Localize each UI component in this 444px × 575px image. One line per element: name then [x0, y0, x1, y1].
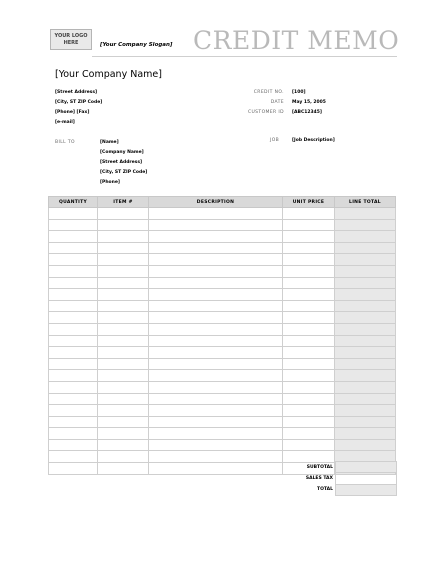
line-total-cell[interactable] [335, 393, 396, 405]
table-row [49, 289, 396, 301]
quantity-cell[interactable] [49, 289, 98, 301]
table-row [49, 439, 396, 451]
description-cell[interactable] [149, 439, 283, 451]
line-total-cell[interactable] [335, 277, 396, 289]
unit-price-cell[interactable] [283, 439, 335, 451]
item-number-cell[interactable] [98, 428, 149, 440]
unit-price-cell[interactable] [283, 347, 335, 359]
description-cell[interactable] [149, 323, 283, 335]
description-cell[interactable] [149, 265, 283, 277]
description-cell[interactable] [149, 381, 283, 393]
document-title: CREDIT MEMO [193, 26, 400, 55]
item-number-cell[interactable] [98, 312, 149, 324]
company-phone-fax: [Phone] [Fax] [55, 110, 90, 115]
description-cell[interactable] [149, 347, 283, 359]
unit-price-cell[interactable] [283, 323, 335, 335]
item-number-cell[interactable] [98, 335, 149, 347]
line-total-cell[interactable] [335, 300, 396, 312]
quantity-cell[interactable] [49, 370, 98, 382]
line-total-cell[interactable] [335, 405, 396, 417]
table-row [49, 323, 396, 335]
quantity-cell[interactable] [49, 347, 98, 359]
quantity-cell[interactable] [49, 323, 98, 335]
unit-price-cell[interactable] [283, 300, 335, 312]
item-number-cell[interactable] [98, 208, 149, 220]
item-number-cell[interactable] [98, 358, 149, 370]
sales-tax-label: SALES TAX [305, 476, 333, 482]
table-row [49, 231, 396, 243]
line-total-cell[interactable] [335, 208, 396, 220]
total-label: TOTAL [317, 487, 333, 493]
unit-price-cell[interactable] [283, 428, 335, 440]
quantity-cell[interactable] [49, 358, 98, 370]
quantity-cell[interactable] [49, 208, 98, 220]
item-number-cell[interactable] [98, 300, 149, 312]
date-value[interactable]: May 15, 2005 [292, 100, 326, 105]
unit-price-cell[interactable] [283, 335, 335, 347]
item-number-cell[interactable] [98, 370, 149, 382]
line-total-cell[interactable] [335, 231, 396, 243]
description-cell[interactable] [149, 231, 283, 243]
company-email: [e-mail] [55, 120, 75, 125]
total-value-cell[interactable] [336, 484, 397, 495]
customer-id-label: CUSTOMER ID [247, 110, 284, 115]
unit-price-cell[interactable] [283, 312, 335, 324]
quantity-cell[interactable] [49, 242, 98, 254]
item-number-cell[interactable] [98, 416, 149, 428]
item-number-cell[interactable] [98, 451, 149, 463]
company-logo-placeholder: YOUR LOGO HERE [50, 29, 92, 50]
unit-price-cell[interactable] [283, 289, 335, 301]
bill-to-phone[interactable]: [Phone] [100, 180, 120, 185]
unit-price-cell[interactable] [283, 277, 335, 289]
subtotal-row [282, 462, 397, 473]
quantity-cell[interactable] [49, 335, 98, 347]
description-cell[interactable] [149, 451, 283, 463]
column-header-quantity: QUANTITY [49, 197, 98, 208]
summary-table [282, 461, 397, 496]
line-total-cell[interactable] [335, 439, 396, 451]
quantity-cell[interactable] [49, 265, 98, 277]
table-row [49, 428, 396, 440]
meta-values [292, 88, 326, 118]
column-header-unit-price: UNIT PRICE [283, 197, 335, 208]
line-total-cell[interactable] [335, 289, 396, 301]
line-total-cell[interactable] [335, 242, 396, 254]
quantity-cell[interactable] [49, 428, 98, 440]
bill-to-street[interactable]: [Street Address] [100, 160, 143, 165]
column-header-item-number: ITEM # [98, 197, 149, 208]
quantity-cell[interactable] [49, 463, 98, 475]
meta-labels [222, 88, 284, 118]
table-row [49, 300, 396, 312]
line-total-cell[interactable] [335, 335, 396, 347]
description-cell[interactable] [149, 416, 283, 428]
line-total-cell[interactable] [335, 416, 396, 428]
quantity-cell[interactable] [49, 312, 98, 324]
item-number-cell[interactable] [98, 347, 149, 359]
credit-no-label: CREDIT NO. [253, 90, 284, 95]
description-cell[interactable] [149, 428, 283, 440]
bill-to-label: BILL TO [55, 140, 75, 145]
quantity-cell[interactable] [49, 405, 98, 417]
line-total-cell[interactable] [335, 428, 396, 440]
company-address-block [55, 88, 102, 128]
quantity-cell[interactable] [49, 300, 98, 312]
table-row [49, 405, 396, 417]
line-total-cell[interactable] [335, 358, 396, 370]
description-cell[interactable] [149, 463, 283, 475]
unit-price-cell[interactable] [283, 254, 335, 266]
table-row [49, 219, 396, 231]
date-label: DATE [270, 100, 284, 105]
quantity-cell[interactable] [49, 416, 98, 428]
item-number-cell[interactable] [98, 463, 149, 475]
description-cell[interactable] [149, 219, 283, 231]
unit-price-cell[interactable] [283, 381, 335, 393]
description-cell[interactable] [149, 277, 283, 289]
job-value[interactable]: [Job Description] [292, 138, 335, 143]
table-row [49, 254, 396, 266]
table-row [49, 242, 396, 254]
column-header-line-total: LINE TOTAL [335, 197, 396, 208]
table-row [49, 312, 396, 324]
table-row [49, 208, 396, 220]
item-number-cell[interactable] [98, 439, 149, 451]
company-slogan: [Your Company Slogan] [100, 42, 173, 48]
bill-to-block [100, 138, 147, 188]
quantity-cell[interactable] [49, 231, 98, 243]
table-row [49, 393, 396, 405]
unit-price-cell[interactable] [283, 393, 335, 405]
header-divider [92, 56, 397, 57]
line-items-table [48, 196, 396, 475]
total-row [282, 484, 397, 495]
unit-price-cell[interactable] [283, 219, 335, 231]
sales-tax-row [282, 473, 397, 484]
quantity-cell[interactable] [49, 451, 98, 463]
quantity-cell[interactable] [49, 381, 98, 393]
item-number-cell[interactable] [98, 381, 149, 393]
unit-price-cell[interactable] [283, 405, 335, 417]
table-row [49, 381, 396, 393]
description-cell[interactable] [149, 208, 283, 220]
job-label: JOB [270, 138, 280, 143]
company-street: [Street Address] [55, 90, 98, 95]
quantity-cell[interactable] [49, 393, 98, 405]
unit-price-cell[interactable] [283, 242, 335, 254]
table-row [49, 416, 396, 428]
table-body [49, 208, 396, 475]
bill-to-city[interactable]: [City, ST ZIP Code] [100, 170, 148, 175]
quantity-cell[interactable] [49, 277, 98, 289]
item-number-cell[interactable] [98, 231, 149, 243]
unit-price-cell[interactable] [283, 416, 335, 428]
table-row [49, 265, 396, 277]
quantity-cell[interactable] [49, 254, 98, 266]
quantity-cell[interactable] [49, 439, 98, 451]
description-cell[interactable] [149, 335, 283, 347]
bill-to-name[interactable]: [Name] [100, 140, 119, 145]
description-cell[interactable] [149, 289, 283, 301]
table-row [49, 335, 396, 347]
line-total-cell[interactable] [335, 219, 396, 231]
unit-price-cell[interactable] [283, 231, 335, 243]
item-number-cell[interactable] [98, 219, 149, 231]
item-number-cell[interactable] [98, 242, 149, 254]
item-number-cell[interactable] [98, 277, 149, 289]
sales-tax-value-cell[interactable] [336, 473, 397, 484]
description-cell[interactable] [149, 300, 283, 312]
item-number-cell[interactable] [98, 393, 149, 405]
description-cell[interactable] [149, 242, 283, 254]
column-header-description: DESCRIPTION [149, 197, 283, 208]
subtotal-value-cell[interactable] [336, 462, 397, 473]
customer-id-value[interactable]: [ABC12345] [292, 110, 322, 115]
table-row [49, 277, 396, 289]
line-total-cell[interactable] [335, 323, 396, 335]
unit-price-cell[interactable] [283, 208, 335, 220]
line-total-cell[interactable] [335, 312, 396, 324]
table-header-row [49, 197, 396, 208]
description-cell[interactable] [149, 254, 283, 266]
unit-price-cell[interactable] [283, 265, 335, 277]
description-cell[interactable] [149, 370, 283, 382]
description-cell[interactable] [149, 358, 283, 370]
line-total-cell[interactable] [335, 381, 396, 393]
line-total-cell[interactable] [335, 370, 396, 382]
line-total-cell[interactable] [335, 265, 396, 277]
description-cell[interactable] [149, 393, 283, 405]
line-total-cell[interactable] [335, 254, 396, 266]
table-row [49, 358, 396, 370]
bill-to-company[interactable]: [Company Name] [100, 150, 144, 155]
item-number-cell[interactable] [98, 254, 149, 266]
credit-no-value[interactable]: [100] [292, 90, 306, 95]
company-city: [City, ST ZIP Code] [55, 100, 103, 105]
subtotal-label: SUBTOTAL [306, 464, 333, 470]
company-name: [Your Company Name] [55, 69, 162, 80]
item-number-cell[interactable] [98, 265, 149, 277]
item-number-cell[interactable] [98, 405, 149, 417]
unit-price-cell[interactable] [283, 358, 335, 370]
table-row [49, 370, 396, 382]
description-cell[interactable] [149, 312, 283, 324]
description-cell[interactable] [149, 405, 283, 417]
item-number-cell[interactable] [98, 323, 149, 335]
unit-price-cell[interactable] [283, 370, 335, 382]
quantity-cell[interactable] [49, 219, 98, 231]
line-total-cell[interactable] [335, 347, 396, 359]
item-number-cell[interactable] [98, 289, 149, 301]
table-row [49, 347, 396, 359]
